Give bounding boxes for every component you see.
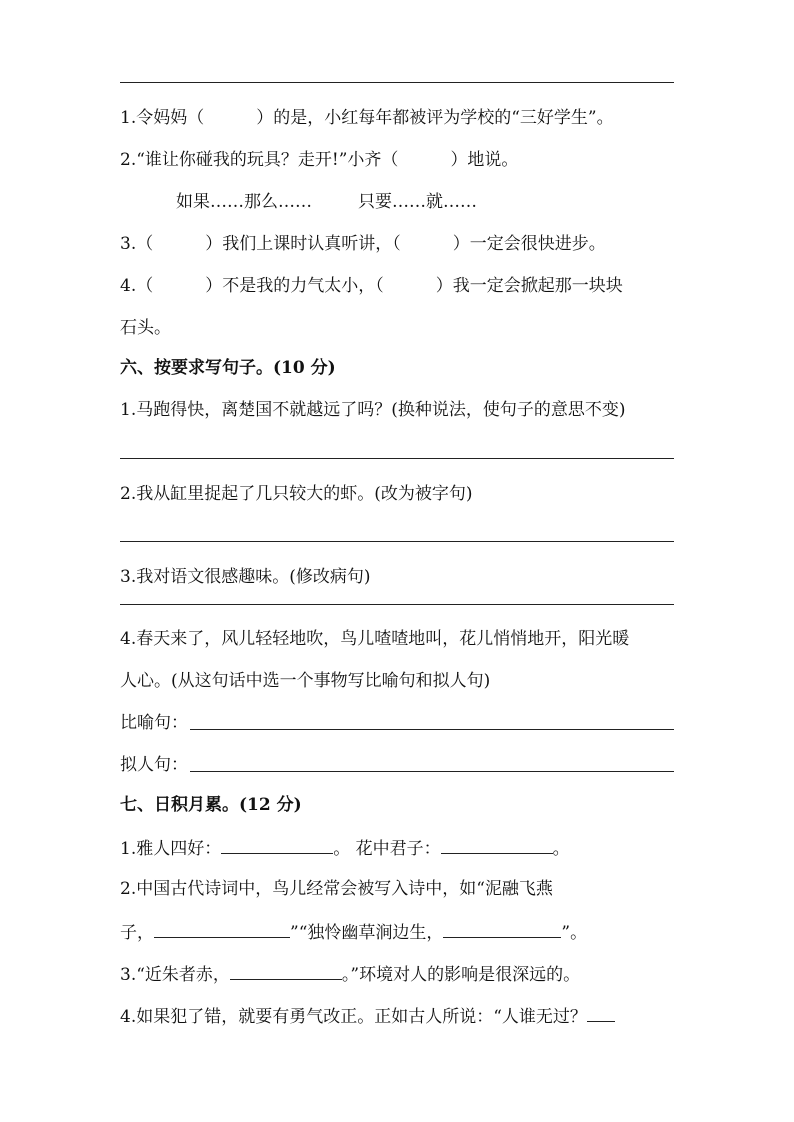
section7-q2-a: 子， — [120, 923, 154, 943]
q5-item4-a: 4.（ — [120, 276, 154, 296]
section6-q1: 1.马跑得快，离楚国不就越远了吗？(换种说法，使句子的意思不变) — [120, 400, 626, 420]
top-rule — [120, 82, 674, 83]
section7-q1-a: 1.雅人四好： — [120, 839, 222, 859]
section7-q4-blank[interactable] — [587, 1003, 615, 1022]
section7-q2-c: ”。 — [561, 923, 588, 943]
q5-item3-b: ）我们上课时认真听讲，（ — [205, 234, 401, 254]
section7-q2-blank-2[interactable] — [443, 919, 561, 938]
section7-q3-blank[interactable] — [230, 961, 342, 980]
section6-q3: 3.我对语文很感趣味。(修改病句) — [120, 567, 371, 587]
section7-q1-blank-2[interactable] — [441, 835, 553, 854]
section6-title: 六、按要求写句子。(10 分) — [120, 358, 336, 378]
section6-q2: 2.我从缸里捉起了几只较大的虾。(改为被字句) — [120, 484, 473, 504]
q5-item4-b: ）不是我的力气太小，（ — [205, 276, 384, 296]
section6-q2-answer-line[interactable] — [120, 541, 674, 542]
section6-q1-answer-line[interactable] — [120, 458, 674, 459]
section7-q2-blank-1[interactable] — [154, 919, 290, 938]
simile-label: 比喻句： — [120, 713, 188, 733]
section7-q3 — [120, 961, 580, 987]
section7-q1-b: 。 花中君子： — [333, 839, 441, 859]
section6-q4-line2: 人心。(从这句话中选一个事物写比喻句和拟人句) — [120, 671, 491, 691]
q5-item4 — [120, 274, 623, 298]
section7-q1-blank-1[interactable] — [221, 835, 333, 854]
simile-answer-line[interactable] — [190, 729, 674, 730]
q5-option-2: 只要……就…… — [358, 192, 477, 212]
section7-q2-b: ”“独怜幽草涧边生， — [290, 923, 444, 943]
section7-q2-line1: 2.中国古代诗词中，鸟儿经常会被写入诗中，如“泥融飞燕 — [120, 879, 553, 899]
section7-q4 — [120, 1003, 615, 1029]
section7-q3-a: 3.“近朱者赤， — [120, 965, 230, 985]
section7-q1-c: 。 — [552, 839, 570, 859]
q5-item1-post: ）的是，小红每年都被评为学校的“三好学生”。 — [256, 108, 614, 128]
q5-item2 — [120, 148, 518, 172]
personification-answer-line[interactable] — [190, 771, 674, 772]
q5-item2-post: ）地说。 — [450, 150, 519, 170]
section7-title: 七、日积月累。(12 分) — [120, 795, 302, 815]
section7-q2-line2 — [120, 919, 587, 945]
q5-options — [176, 190, 477, 214]
section7-q1 — [120, 835, 570, 861]
q5-item2-pre: 2.“谁让你碰我的玩具？走开!”小齐（ — [120, 150, 399, 170]
q5-item4-c: ）我一定会掀起那一块块 — [435, 276, 623, 296]
section7-q3-b: 。”环境对人的影响是很深远的。 — [341, 965, 581, 985]
section7-q4-text: 4.如果犯了错，就要有勇气改正。正如古人所说：“人谁无过？ — [120, 1007, 587, 1027]
q5-item3-a: 3.（ — [120, 234, 154, 254]
personification-label: 拟人句： — [120, 755, 188, 775]
q5-item4-wrap: 石头。 — [120, 318, 171, 338]
q5-option-1: 如果……那么…… — [176, 192, 312, 212]
q5-item3 — [120, 232, 606, 256]
q5-item3-c: ）一定会很快进步。 — [452, 234, 606, 254]
q5-item1 — [120, 106, 614, 130]
section6-q4-line1: 4.春天来了，风儿轻轻地吹，鸟儿喳喳地叫，花儿悄悄地开，阳光暖 — [120, 629, 630, 649]
section6-q3-answer-line[interactable] — [120, 604, 674, 605]
q5-item1-pre: 1.令妈妈（ — [120, 108, 205, 128]
